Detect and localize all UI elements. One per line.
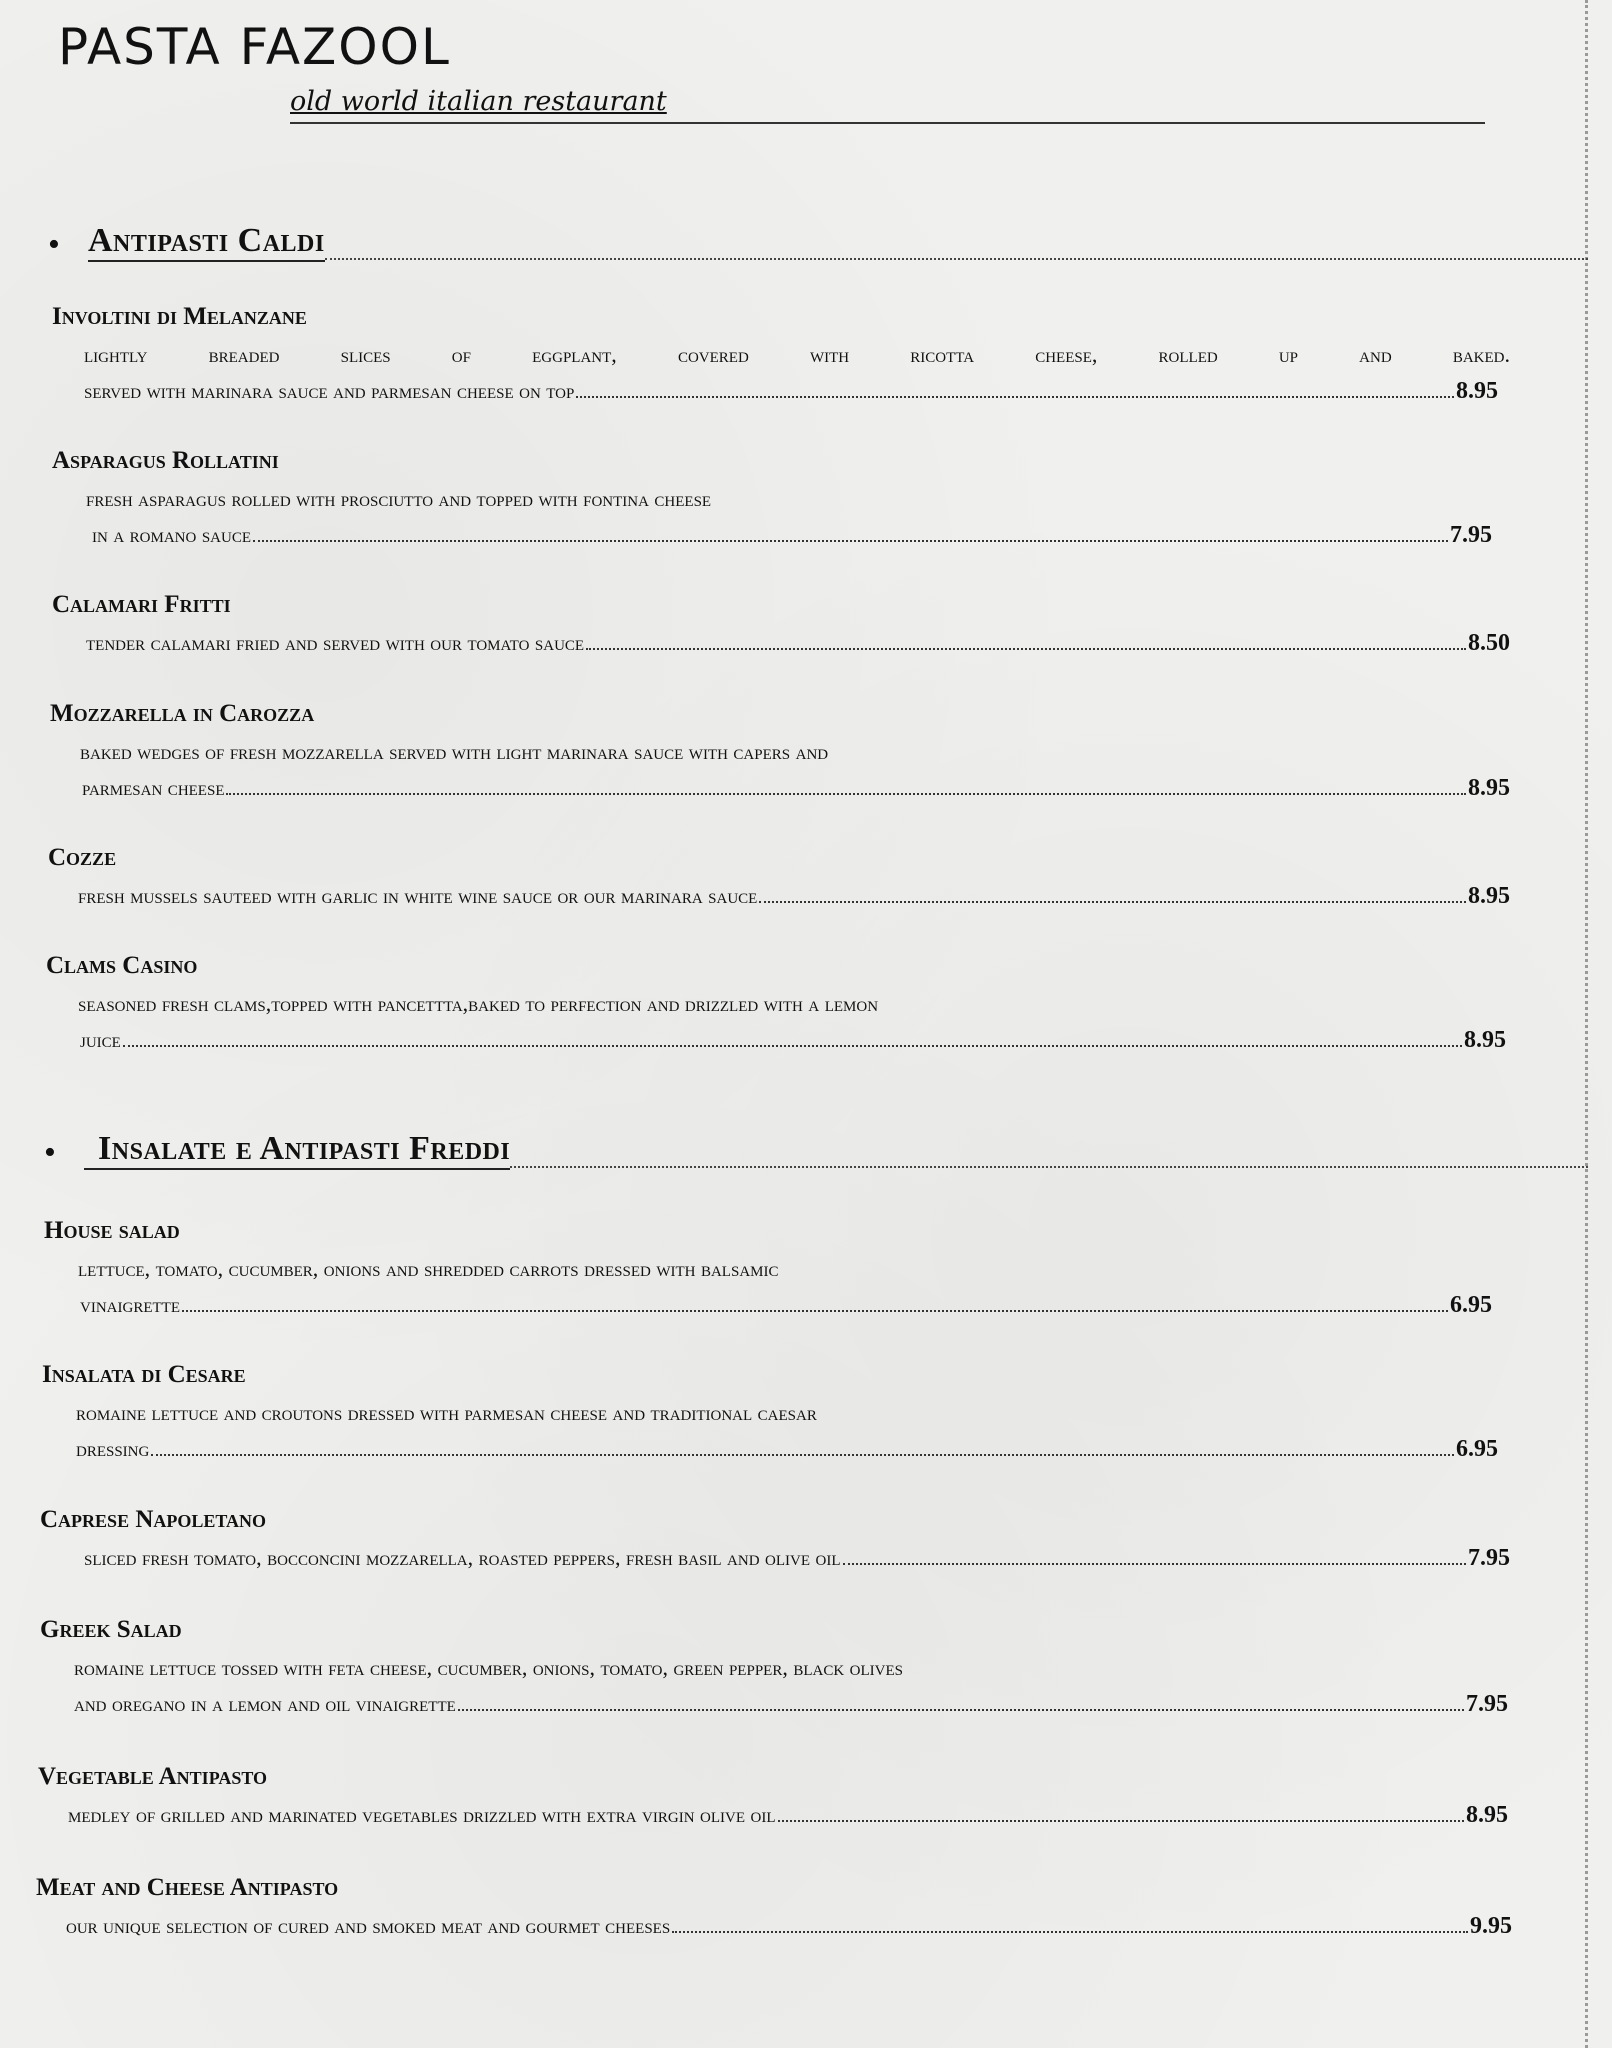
leader-dots [151,1454,1454,1456]
menu-item-line [78,878,1510,914]
leader-dots [586,648,1466,650]
menu-item-price: 6.95 [1450,1292,1492,1318]
leader-dots [182,1310,1448,1312]
menu-item-line [92,517,1492,553]
leader-dots [778,1820,1464,1822]
menu-item-price: 8.95 [1468,775,1510,801]
menu-item-name: House salad [44,1217,180,1244]
leader-dots [672,1931,1468,1933]
section-title: Insalate e Antipasti Freddi [84,1130,510,1170]
bullet-icon: • [44,1134,56,1171]
menu-item-name: Cozze [48,844,117,871]
section-heading [44,1130,1588,1170]
menu-item-description: fresh mussels sauteed with garlic in white wine sauce or our marinara sauce [78,883,758,908]
page-edge-divider [1585,0,1594,2048]
bullet-icon: • [48,226,60,263]
menu-item-price: 7.95 [1450,522,1492,548]
leader-dots [123,1045,1462,1047]
menu-item-line [80,1287,1492,1323]
menu-item-description: romaine lettuce tossed with feta cheese, cucumber, onions, tomato, green pepper, black olives [74,1655,903,1680]
leader-dots [458,1709,1464,1711]
menu-item-description: lettuce, tomato, cucumber, onions and shredded carrots dressed with balsamic [78,1256,779,1281]
menu-item-description: lightly breaded slices of eggplant, covered with ricotta cheese, rolled up and baked. [84,342,1510,367]
menu-item-line [82,770,1510,806]
menu-item-description: dressing [76,1436,150,1461]
menu-item-line [84,1540,1510,1576]
menu-item-description: baked wedges of fresh mozzarella served with light marinara sauce with capers and [80,739,829,764]
menu-item-description: seasoned fresh clams,topped with pancettta,baked to perfection and drizzled with a lemon [78,991,879,1016]
menu-item-line [66,1908,1512,1944]
menu-item-name: Greek Salad [40,1616,182,1643]
menu-item-description: fresh asparagus rolled with prosciutto and topped with fontina cheese [86,486,712,511]
restaurant-title: PASTA FAZOOL [58,18,451,76]
section-rule [325,254,1588,260]
menu-item-line [74,1686,1508,1722]
menu-item-price: 8.95 [1468,883,1510,909]
menu-item-price: 8.95 [1464,1027,1506,1053]
menu-item-line [76,1431,1498,1467]
menu-item-description: medley of grilled and marinated vegetables drizzled with extra virgin olive oil [68,1802,776,1827]
leader-dots [843,1563,1467,1565]
menu-item-description: and oregano in a lemon and oil vinaigrette [74,1691,456,1716]
menu-item-description: in a romano sauce [92,522,252,547]
menu-item-name: Meat and Cheese Antipasto [36,1874,339,1901]
menu-item-name: Mozzarella in Carozza [50,700,315,727]
section-rule [510,1162,1588,1168]
menu-item-name: Involtini di Melanzane [52,303,307,330]
menu-item-description: tender calamari fried and served with our tomato sauce [86,630,585,655]
menu-item-description: parmesan cheese [82,775,225,800]
leader-dots [226,793,1466,795]
menu-item-price: 9.95 [1470,1913,1512,1939]
menu-item-description: romaine lettuce and croutons dressed with parmesan cheese and traditional caesar [76,1400,817,1425]
menu-item-line [80,1022,1506,1058]
menu-item-price: 8.50 [1468,630,1510,656]
menu-item-price: 7.95 [1466,1691,1508,1717]
menu-item-description: vinaigrette [80,1292,180,1317]
menu-item-line [86,625,1510,661]
menu-item-price: 8.95 [1456,378,1498,404]
leader-dots [576,396,1454,398]
menu-item-description: served with marinara sauce and parmesan cheese on top [84,378,575,403]
menu-item-name: Insalata di Cesare [42,1361,246,1388]
menu-item-price: 8.95 [1466,1802,1508,1828]
menu-item-description: sliced fresh tomato, bocconcini mozzarella, roasted peppers, fresh basil and olive oil [84,1545,841,1570]
section-heading [48,222,1588,262]
menu-item-description: our unique selection of cured and smoked meat and gourmet cheeses [66,1913,671,1938]
menu-item-line [84,373,1498,409]
leader-dots [759,901,1466,903]
menu-item-price: 7.95 [1468,1545,1510,1571]
menu-item-name: Caprese Napoletano [40,1506,267,1533]
section-title: Antipasti Caldi [88,222,325,262]
menu-item-description: juice [80,1027,121,1052]
menu-item-name: Clams Casino [46,952,198,979]
menu-item-name: Vegetable Antipasto [38,1763,268,1790]
menu-item-name: Asparagus Rollatini [52,447,279,474]
menu-item-line [68,1797,1508,1833]
menu-item-name: Calamari Fritti [52,591,231,618]
restaurant-subtitle: old world italian restaurant [290,86,667,117]
subtitle-rule [290,86,1485,124]
menu-item-price: 6.95 [1456,1436,1498,1462]
leader-dots [253,540,1448,542]
